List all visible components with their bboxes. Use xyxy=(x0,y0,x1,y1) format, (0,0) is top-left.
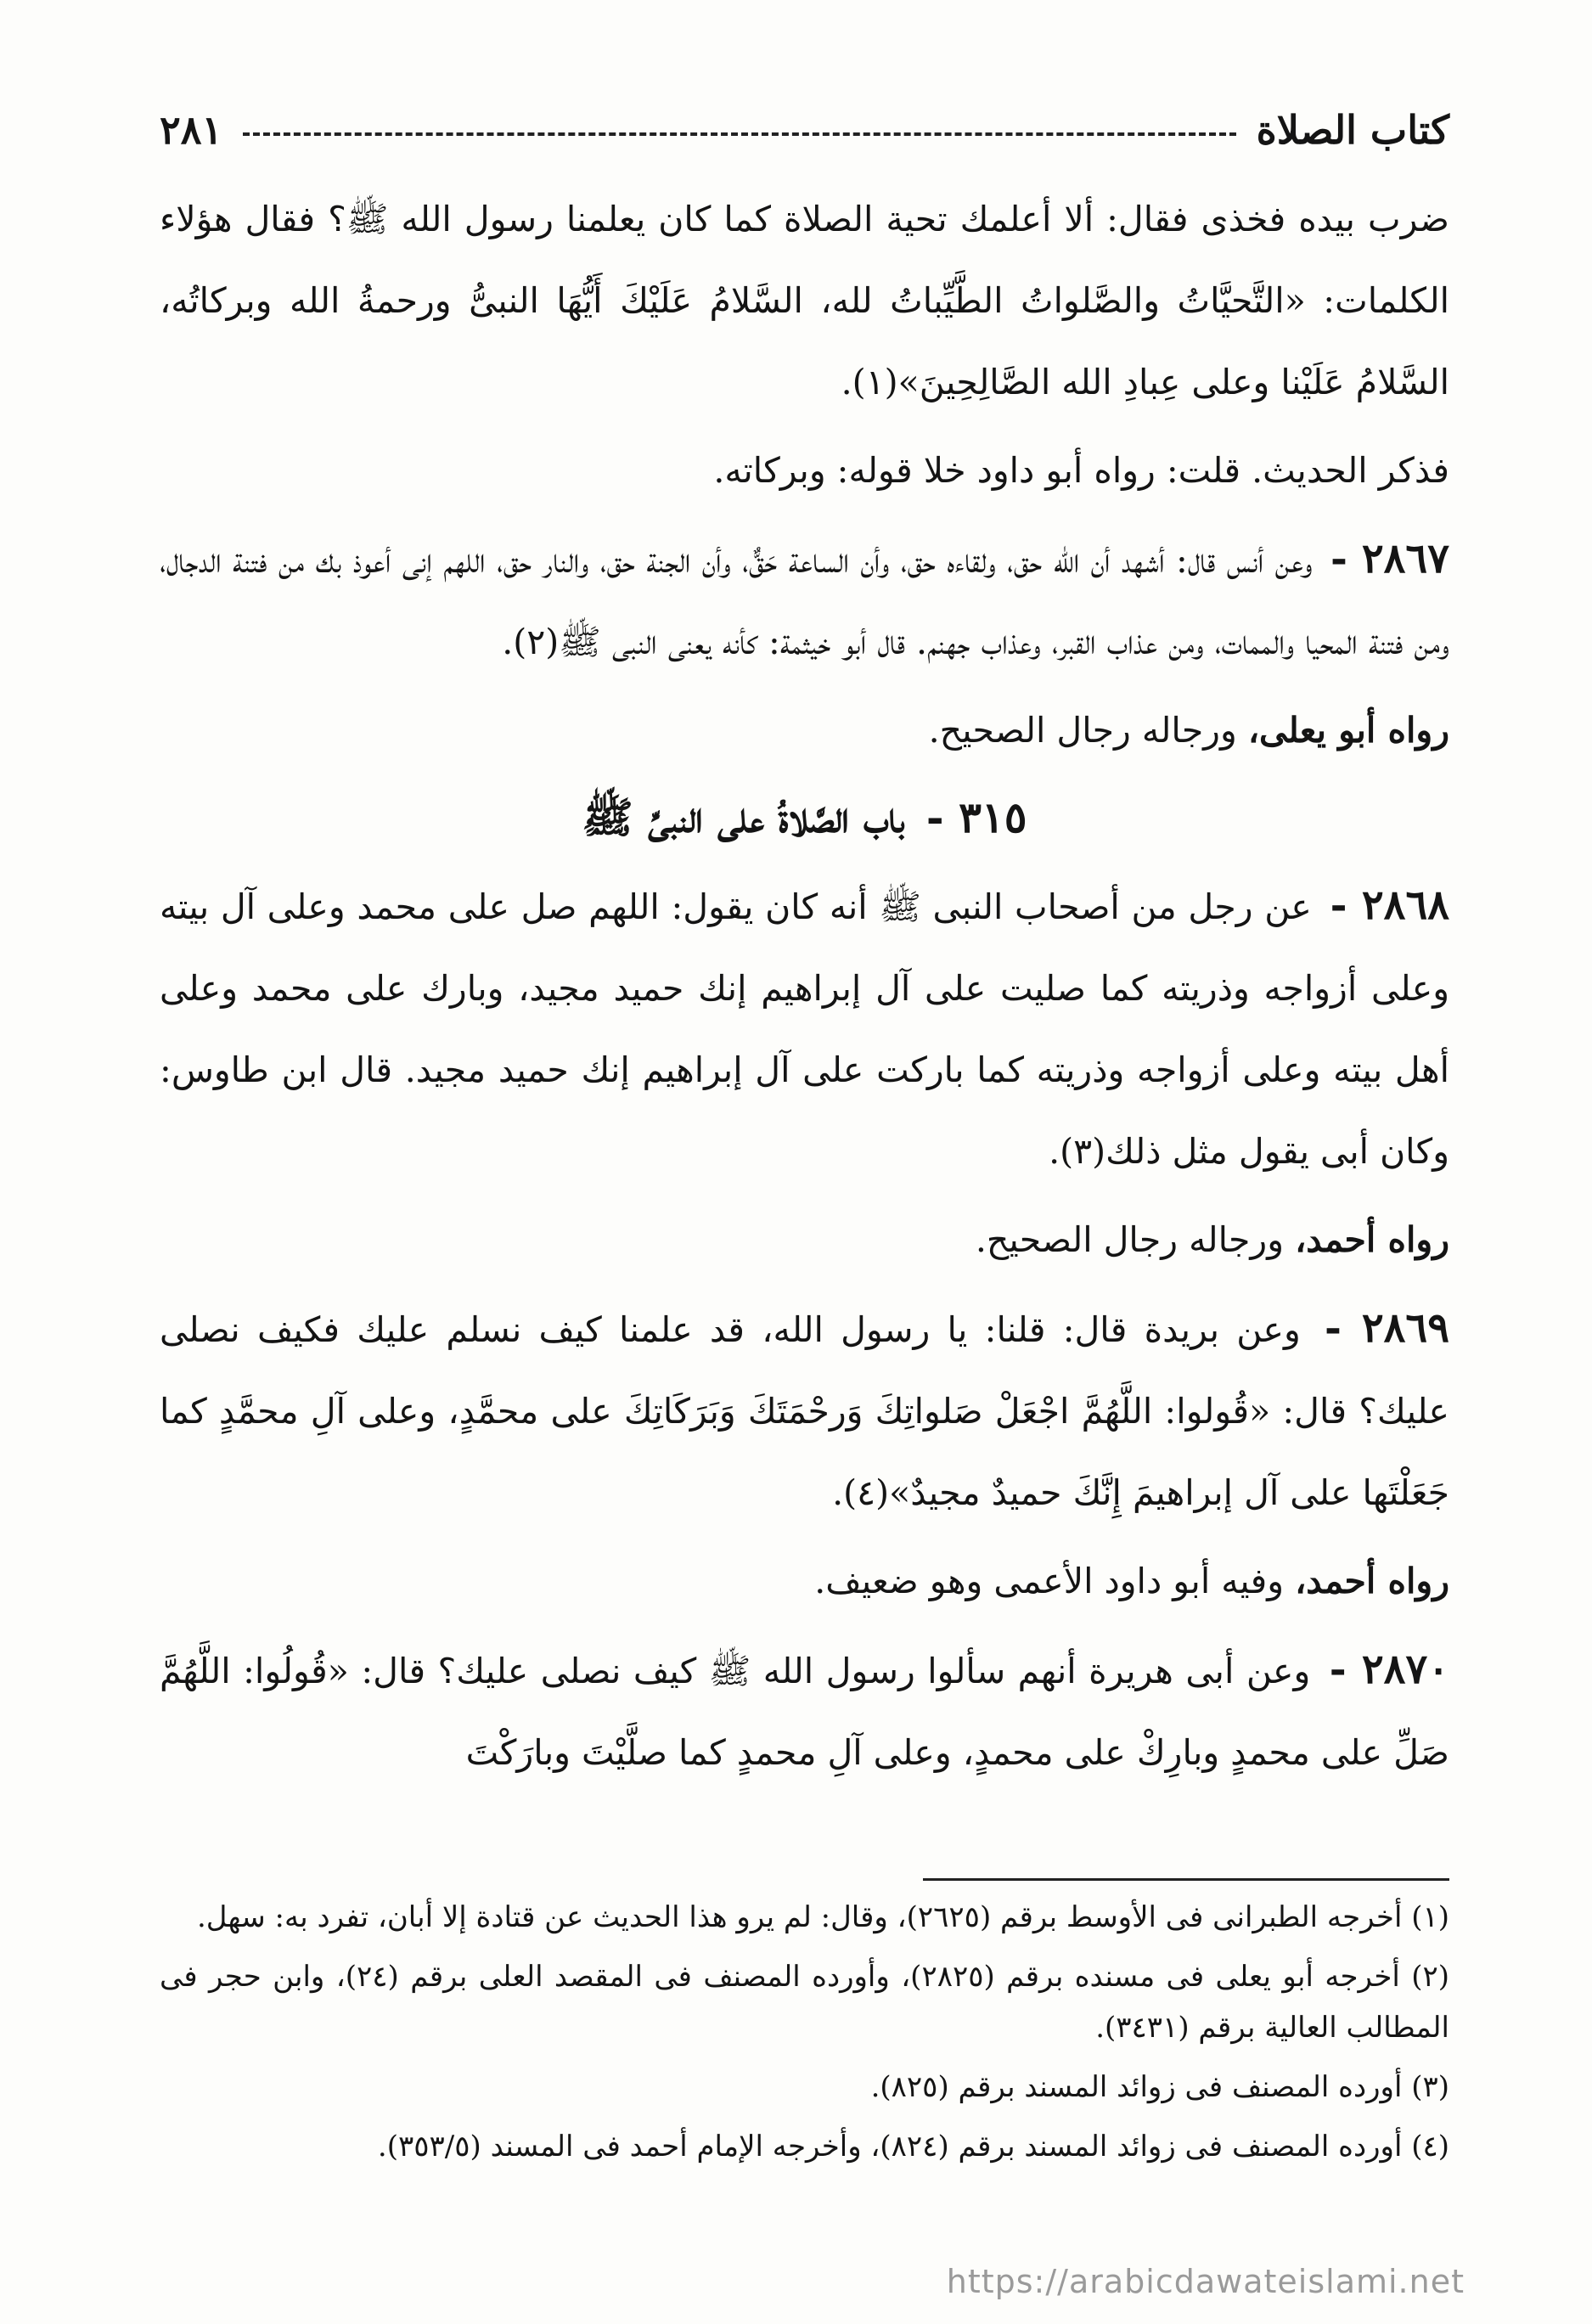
chapter-title: باب الصَّلاةُ على النبىِّ ﷺ xyxy=(582,792,905,842)
hadith-text: عن رجل من أصحاب النبى ﷺ أنه كان يقول: اللهم صل على محمد وعلى آل بيته وعلى أزواجه وذريته كما صليت على آل إبراهيم إنك حميد مجيد، وبارك على محمد وعلى أهل بيته وعلى أزواجه وذريته كما باركت على آل إبراهيم إنك حميد مجيد. قال ابن طاوس: وكان أبى يقول مثل ذلك(٣). xyxy=(160,886,1449,1172)
chapter-heading xyxy=(160,771,1449,864)
footnote-3: (٣) أورده المصنف فى زوائد المسند برقم (٨٢٥). xyxy=(870,2070,1449,2104)
running-header xyxy=(160,100,1449,160)
footnote-2: (٢) أخرجه أبو يعلى فى مسنده برقم (٢٨٢٥)، وأورده المصنف فى المقصد العلى برقم (٢٤)، وابن حجر فى المطالب العالية برقم (٣٤٣١). xyxy=(160,1960,1449,2045)
hadith-source xyxy=(160,1540,1449,1622)
page-number: ٢٨١ xyxy=(160,107,223,153)
footnotes xyxy=(160,1892,1449,2181)
footnote-4: (٤) أورده المصنف فى زوائد المسند برقم (٨٢٤)، وأخرجه الإمام أحمد فى المسند (٣٥٣/٥). xyxy=(377,2130,1449,2164)
hadith-number: ٢٨٦٧ - xyxy=(1330,535,1449,582)
paragraph-note: فذكر الحديث. قلت: رواه أبو داود خلا قوله: وبركاته. xyxy=(713,450,1449,491)
footnote-separator xyxy=(923,1878,1449,1881)
source-narrator: رواه أبو يعلى، xyxy=(1247,710,1449,751)
hadith-text: وعن بريدة قال: قلنا: يا رسول الله، قد علمنا كيف نسلم عليك فكيف نصلى عليك؟ قال: «قُولوا: اللَّهُمَّ اجْعَلْ صَلواتِكَ وَرحْمَتَكَ وَبَرَكَاتِكَ على محمَّدٍ، وعلى آلِ محمَّدٍ كما جَعَلْتَها على آل إبراهيمَ إِنَّكَ حميدٌ مجيدٌ»(٤). xyxy=(160,1309,1449,1513)
hadith-number: ٢٨٧٠ - xyxy=(1329,1646,1449,1693)
source-narrator: رواه أحمد، xyxy=(1295,1219,1449,1260)
source-narrator: رواه أحمد، xyxy=(1295,1561,1449,1601)
hadith-number: ٢٨٦٩ - xyxy=(1325,1304,1449,1352)
hadith-text: وعن أبى هريرة أنهم سألوا رسول الله ﷺ كيف نصلى عليك؟ قال: «قُولُوا: اللَّهُمَّ صَلِّ على محمدٍ وبارِكْ على محمدٍ، وعلى آلِ محمدٍ كما صلَّيْتَ وبارَكْتَ xyxy=(160,1651,1449,1773)
header-dashed-rule xyxy=(243,132,1236,136)
hadith-number: ٢٨٦٨ - xyxy=(1330,881,1449,929)
source-watermark: https://arabicdawateislami.net xyxy=(946,2263,1465,2300)
book-title: كتاب الصلاة xyxy=(1256,107,1449,153)
hadith-2867 xyxy=(160,518,1449,683)
source-grading: ورجاله رجال الصحيح. xyxy=(975,1219,1285,1260)
hadith-2868 xyxy=(160,864,1449,1192)
hadith-2870 xyxy=(160,1629,1449,1793)
source-grading: وفيه أبو داود الأعمى وهو ضعيف. xyxy=(814,1561,1285,1601)
main-text xyxy=(160,178,1449,1793)
hadith-text: وعن أنس قال: أشهد أن الله حق، ولقاءه حق، وأن الساعة حَقٌّ، وأن الجنة حق، والنار حق، اللهم إنى أعوذ بك من فتنة الدجال، ومن فتنة المحيا والممات، ومن عذاب القبر، وعذاب جهنم. قال أبو خيثمة: كأنه يعنى النبى ﷺ(٢). xyxy=(160,540,1449,662)
chapter-number: ٣١٥ - xyxy=(925,792,1027,842)
hadith-source xyxy=(160,689,1449,771)
paragraph-continuation: ضرب بيده فخذى فقال: ألا أعلمك تحية الصلاة كما كان يعلمنا رسول الله ﷺ؟ فقال هؤلاء الكلمات: «التَّحيَّاتُ والصَّلواتُ الطَّيِّباتُ لله، السَّلامُ عَلَيْكَ أَيُّهَا النبىُّ ورحمةُ الله وبركاتُه، السَّلامُ عَلَيْنا وعلى عِبادِ الله الصَّالِحِينَ»(١). xyxy=(160,199,1449,402)
hadith-2869 xyxy=(160,1287,1449,1533)
hadith-source xyxy=(160,1199,1449,1280)
footnote-1: (١) أخرجه الطبرانى فى الأوسط برقم (٢٦٢٥)، وقال: لم يرو هذا الحديث عن قتادة إلا أبان، تفرد به: سهل. xyxy=(197,1900,1449,1934)
source-grading: ورجاله رجال الصحيح. xyxy=(928,710,1237,751)
